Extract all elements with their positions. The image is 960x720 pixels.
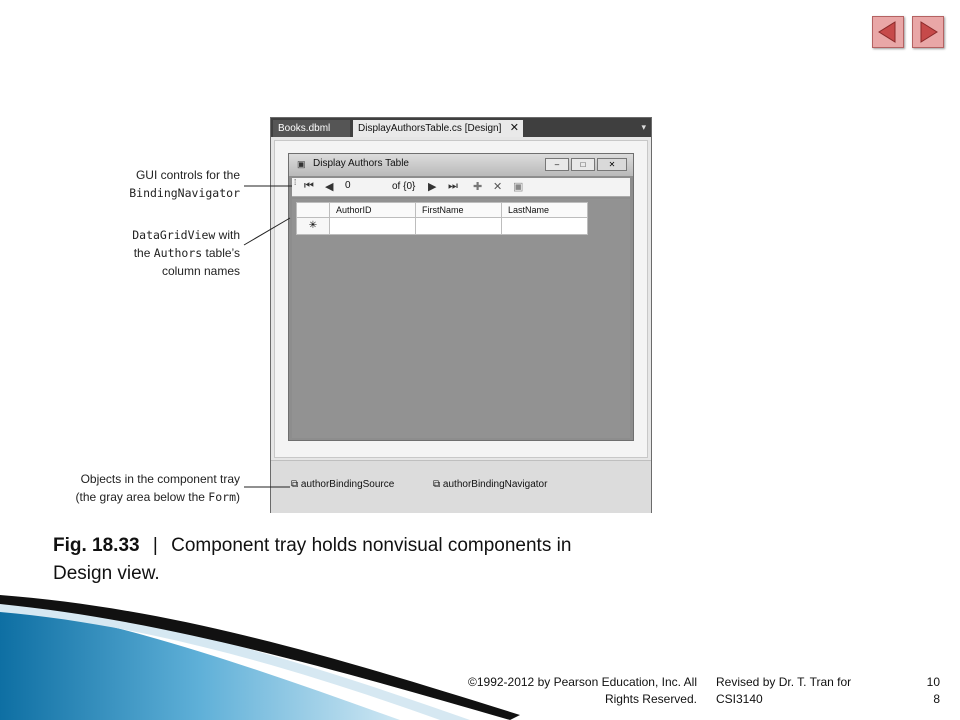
footer-text: ©1992-2012 by Pearson Education, Inc. All bbox=[468, 675, 697, 689]
footer-text: Revised by Dr. T. Tran for bbox=[716, 675, 852, 689]
caption-separator: | bbox=[152, 535, 158, 556]
callout-code: DataGridView bbox=[132, 228, 216, 242]
footer-text: 10 bbox=[926, 675, 940, 689]
callout-text: Objects in the component tray bbox=[80, 472, 240, 486]
component-icon: ⧉ bbox=[433, 479, 441, 490]
delete-icon[interactable]: ✕ bbox=[493, 181, 503, 193]
minimize-button[interactable]: ‒ bbox=[545, 158, 569, 171]
column-header-authorid[interactable]: AuthorID bbox=[329, 202, 416, 218]
slide-number bbox=[920, 674, 940, 708]
close-button[interactable]: ✕ bbox=[597, 158, 627, 171]
move-previous-icon[interactable]: ◀ bbox=[325, 181, 334, 193]
footer-text: 8 bbox=[933, 692, 940, 706]
callout-datagridview bbox=[70, 226, 240, 280]
figure-number: Fig. 18.33 bbox=[53, 535, 140, 556]
move-next-icon[interactable]: ▶ bbox=[428, 181, 437, 193]
save-icon[interactable]: ▣ bbox=[513, 181, 524, 193]
count-label: of {0} bbox=[392, 181, 416, 192]
component-icon: ⧉ bbox=[291, 479, 299, 490]
maximize-button[interactable]: □ bbox=[571, 158, 595, 171]
figure-caption bbox=[53, 532, 571, 588]
callout-component-tray bbox=[30, 470, 240, 506]
footer-text: Rights Reserved. bbox=[604, 692, 697, 706]
callout-text: (the gray area below the bbox=[75, 490, 209, 504]
callout-text: table’s bbox=[202, 246, 240, 260]
column-header-lastname[interactable]: LastName bbox=[501, 202, 588, 218]
form-title: Display Authors Table bbox=[313, 158, 409, 169]
close-icon[interactable]: ✕ bbox=[509, 122, 519, 134]
move-last-icon[interactable]: ⏭ bbox=[448, 180, 458, 192]
callout-code: BindingNavigator bbox=[129, 186, 240, 200]
form-icon: ▣ bbox=[297, 159, 306, 169]
callout-text: column names bbox=[161, 264, 240, 278]
callout-text: GUI controls for the bbox=[135, 168, 240, 182]
footer-text: CSI3140 bbox=[716, 692, 763, 706]
tray-item-label: authorBindingNavigator bbox=[442, 479, 548, 490]
footer-revised bbox=[716, 674, 896, 708]
column-header-firstname[interactable]: FirstName bbox=[415, 202, 502, 218]
callout-binding-navigator bbox=[70, 166, 240, 202]
caption-text: Component tray holds nonvisual components in bbox=[171, 535, 572, 556]
tray-item-label: authorBindingSource bbox=[300, 479, 395, 490]
tab-label: DisplayAuthorsTable.cs [Design] bbox=[358, 123, 502, 134]
callout-text: the bbox=[133, 246, 154, 260]
move-first-icon[interactable]: ⏮ bbox=[304, 180, 314, 192]
caption-text-line2: Design view. bbox=[53, 563, 160, 584]
chevron-down-icon[interactable]: ▾ bbox=[641, 122, 646, 132]
callout-code: Form bbox=[208, 490, 236, 504]
callout-text: ) bbox=[236, 490, 240, 504]
footer-copyright bbox=[420, 674, 697, 708]
callout-code: Authors bbox=[153, 246, 203, 260]
tab-books-dbml[interactable]: Books.dbml bbox=[273, 120, 350, 137]
add-new-icon[interactable]: ✚ bbox=[473, 181, 483, 193]
callout-text: with bbox=[215, 228, 240, 242]
grip-icon: ⁞ bbox=[294, 178, 297, 187]
new-row-marker: ✳ bbox=[296, 217, 330, 235]
position-input[interactable]: 0 bbox=[345, 180, 351, 191]
